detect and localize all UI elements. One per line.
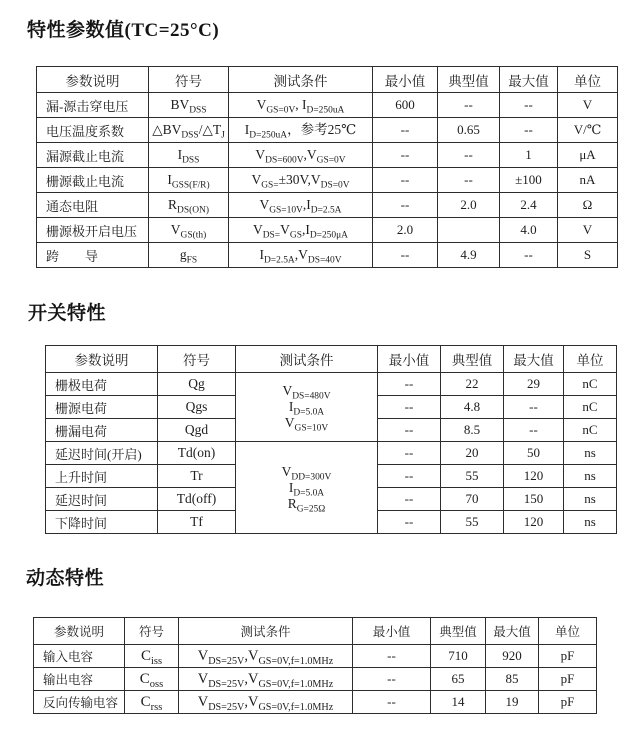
symbol-cell: Qg bbox=[158, 373, 236, 396]
max-cell: 19 bbox=[486, 691, 539, 714]
typ-cell: 22 bbox=[441, 373, 504, 396]
param-cell: 延迟时间 bbox=[46, 488, 158, 511]
unit-cell: pF bbox=[539, 691, 597, 714]
condition-cell bbox=[229, 243, 373, 268]
condition-cell bbox=[229, 218, 373, 243]
symbol-cell: Td(off) bbox=[158, 488, 236, 511]
section-title-characteristic-params: 特性参数值(TC=25°C) bbox=[27, 20, 220, 41]
max-cell: 120 bbox=[504, 511, 564, 534]
param-cell: 下降时间 bbox=[46, 511, 158, 534]
column-header: 单位 bbox=[564, 346, 617, 373]
typ-cell: -- bbox=[438, 93, 500, 118]
column-header: 最大值 bbox=[500, 67, 558, 93]
min-cell: -- bbox=[373, 118, 438, 143]
condition-line: $I_{D=5.0A}$ bbox=[288, 399, 325, 418]
table-row bbox=[46, 442, 617, 465]
max-cell: 50 bbox=[504, 442, 564, 465]
max-cell: -- bbox=[500, 243, 558, 268]
min-cell: -- bbox=[378, 373, 441, 396]
param-cell: 跨 导 bbox=[37, 243, 149, 268]
symbol-cell: Td(on) bbox=[158, 442, 236, 465]
symbol-cell: $g_{FS}$ bbox=[149, 243, 229, 268]
condition-cell bbox=[179, 645, 353, 668]
symbol-cell: $C_{rss}$ bbox=[125, 691, 179, 714]
column-header: 参数说明 bbox=[34, 618, 125, 645]
condition-line: $V_{DS=480V}$ bbox=[282, 383, 331, 402]
min-cell: 600 bbox=[373, 93, 438, 118]
condition-line: $I_{D=2.5A},V_{DS=40V}$ bbox=[259, 247, 342, 266]
max-cell: -- bbox=[500, 118, 558, 143]
max-cell: 29 bbox=[504, 373, 564, 396]
dynamic-characteristics-table bbox=[33, 617, 597, 714]
condition-line: $V_{GS=}\pm 30V,V_{DS=0V}$ bbox=[251, 172, 350, 191]
header-row bbox=[34, 618, 597, 645]
unit-cell: S bbox=[558, 243, 618, 268]
symbol-cell: Qgd bbox=[158, 419, 236, 442]
column-header: 符号 bbox=[149, 67, 229, 93]
unit-cell: nA bbox=[558, 168, 618, 193]
column-header: 单位 bbox=[539, 618, 597, 645]
condition-cell bbox=[179, 668, 353, 691]
param-cell: 栅源电荷 bbox=[46, 396, 158, 419]
condition-cell bbox=[229, 93, 373, 118]
param-cell: 电压温度系数 bbox=[37, 118, 149, 143]
max-cell: 150 bbox=[504, 488, 564, 511]
typ-cell: 70 bbox=[441, 488, 504, 511]
min-cell: -- bbox=[378, 465, 441, 488]
typ-cell: 20 bbox=[441, 442, 504, 465]
max-cell: -- bbox=[504, 419, 564, 442]
typ-cell: 0.65 bbox=[438, 118, 500, 143]
table-row bbox=[37, 218, 618, 243]
table-row bbox=[34, 668, 597, 691]
min-cell: -- bbox=[353, 645, 431, 668]
column-header: 最小值 bbox=[353, 618, 431, 645]
condition-cell bbox=[179, 691, 353, 714]
unit-cell: nC bbox=[564, 396, 617, 419]
condition-line: $V_{GS=10V},I_{D=2.5A}$ bbox=[259, 197, 342, 216]
param-cell: 栅极电荷 bbox=[46, 373, 158, 396]
column-header: 典型值 bbox=[431, 618, 486, 645]
column-header: 最小值 bbox=[373, 67, 438, 93]
symbol-cell: $V_{GS(th)}$ bbox=[149, 218, 229, 243]
column-header: 典型值 bbox=[438, 67, 500, 93]
section-title-dynamic: 动态特性 bbox=[26, 568, 105, 589]
typ-cell bbox=[438, 218, 500, 243]
max-cell: 2.4 bbox=[500, 193, 558, 218]
table-row bbox=[37, 168, 618, 193]
column-header: 最小值 bbox=[378, 346, 441, 373]
table-row bbox=[37, 93, 618, 118]
typ-cell: -- bbox=[438, 168, 500, 193]
symbol-cell: $C_{iss}$ bbox=[125, 645, 179, 668]
param-cell: 上升时间 bbox=[46, 465, 158, 488]
unit-cell: ns bbox=[564, 488, 617, 511]
max-cell: -- bbox=[500, 93, 558, 118]
symbol-cell: $C_{oss}$ bbox=[125, 668, 179, 691]
param-cell: 栅源截止电流 bbox=[37, 168, 149, 193]
param-cell: 漏源截止电流 bbox=[37, 143, 149, 168]
min-cell: -- bbox=[378, 511, 441, 534]
unit-cell: ns bbox=[564, 442, 617, 465]
param-cell: 栅源极开启电压 bbox=[37, 218, 149, 243]
min-cell: -- bbox=[373, 193, 438, 218]
condition-line: $V_{DS=25V},V_{GS=0V,f=1.0MHz}$ bbox=[197, 648, 334, 667]
header-row bbox=[37, 67, 618, 93]
typ-cell: 8.5 bbox=[441, 419, 504, 442]
min-cell: -- bbox=[378, 442, 441, 465]
condition-line: $V_{GS=10V}$ bbox=[284, 415, 329, 434]
column-header: 测试条件 bbox=[236, 346, 378, 373]
section-title-switching: 开关特性 bbox=[28, 303, 107, 324]
min-cell: -- bbox=[378, 419, 441, 442]
switching-characteristics-table bbox=[45, 345, 617, 534]
condition-line: $V_{DD=300V}$ bbox=[281, 463, 332, 483]
column-header: 测试条件 bbox=[179, 618, 353, 645]
characteristic-params-table bbox=[36, 66, 618, 268]
unit-cell: V/℃ bbox=[558, 118, 618, 143]
typ-cell: 4.9 bbox=[438, 243, 500, 268]
typ-cell: 55 bbox=[441, 465, 504, 488]
unit-cell: Ω bbox=[558, 193, 618, 218]
unit-cell: μA bbox=[558, 143, 618, 168]
condition-cell bbox=[229, 118, 373, 143]
unit-cell: pF bbox=[539, 645, 597, 668]
column-header: 单位 bbox=[558, 67, 618, 93]
param-cell: 输出电容 bbox=[34, 668, 125, 691]
max-cell: ±100 bbox=[500, 168, 558, 193]
table-row bbox=[37, 118, 618, 143]
symbol-cell: $R_{DS(ON)}$ bbox=[149, 193, 229, 218]
table-row bbox=[34, 691, 597, 714]
condition-line: $V_{DS=25V},V_{GS=0V,f=1.0MHz}$ bbox=[197, 694, 334, 713]
min-cell: 2.0 bbox=[373, 218, 438, 243]
table-row bbox=[37, 193, 618, 218]
min-cell: -- bbox=[373, 168, 438, 193]
typ-cell: 55 bbox=[441, 511, 504, 534]
column-header: 测试条件 bbox=[229, 67, 373, 93]
table-row bbox=[46, 373, 617, 396]
typ-cell: 14 bbox=[431, 691, 486, 714]
unit-cell: V bbox=[558, 93, 618, 118]
condition-cell bbox=[229, 193, 373, 218]
symbol-cell: Qgs bbox=[158, 396, 236, 419]
condition-cell bbox=[236, 373, 378, 442]
min-cell: -- bbox=[373, 243, 438, 268]
condition-cell bbox=[229, 143, 373, 168]
min-cell: -- bbox=[353, 668, 431, 691]
column-header: 参数说明 bbox=[46, 346, 158, 373]
condition-line: $V_{DS=}V_{GS},I_{D=250\mu A}$ bbox=[252, 222, 348, 241]
table-row bbox=[34, 645, 597, 668]
max-cell: -- bbox=[504, 396, 564, 419]
symbol-cell: $I_{GSS(F/R)}$ bbox=[149, 168, 229, 193]
max-cell: 120 bbox=[504, 465, 564, 488]
param-cell: 通态电阻 bbox=[37, 193, 149, 218]
symbol-cell: $\triangle BV_{DSS}/\triangle T_J$ bbox=[149, 118, 229, 143]
column-header: 最大值 bbox=[504, 346, 564, 373]
condition-line: $V_{GS=0V}$, $I_{D=250uA}$ bbox=[256, 97, 345, 116]
condition-line: $I_{D=250uA}$，参考25℃ bbox=[244, 122, 357, 141]
column-header: 符号 bbox=[125, 618, 179, 645]
unit-cell: ns bbox=[564, 511, 617, 534]
typ-cell: -- bbox=[438, 143, 500, 168]
symbol-cell: Tr bbox=[158, 465, 236, 488]
condition-line: $V_{DS=600V},V_{GS=0V}$ bbox=[255, 147, 346, 166]
max-cell: 1 bbox=[500, 143, 558, 168]
condition-line: $V_{DS=25V},V_{GS=0V,f=1.0MHz}$ bbox=[197, 671, 334, 690]
unit-cell: pF bbox=[539, 668, 597, 691]
param-cell: 栅漏电荷 bbox=[46, 419, 158, 442]
param-cell: 漏-源击穿电压 bbox=[37, 93, 149, 118]
table-row bbox=[37, 143, 618, 168]
max-cell: 920 bbox=[486, 645, 539, 668]
typ-cell: 65 bbox=[431, 668, 486, 691]
symbol-cell: $BV_{DSS}$ bbox=[149, 93, 229, 118]
typ-cell: 2.0 bbox=[438, 193, 500, 218]
param-cell: 输入电容 bbox=[34, 645, 125, 668]
param-cell: 反向传输电容 bbox=[34, 691, 125, 714]
unit-cell: nC bbox=[564, 373, 617, 396]
column-header: 参数说明 bbox=[37, 67, 149, 93]
header-row bbox=[46, 346, 617, 373]
param-cell: 延迟时间(开启) bbox=[46, 442, 158, 465]
table-row bbox=[37, 243, 618, 268]
unit-cell: ns bbox=[564, 465, 617, 488]
column-header: 典型值 bbox=[441, 346, 504, 373]
min-cell: -- bbox=[353, 691, 431, 714]
max-cell: 4.0 bbox=[500, 218, 558, 243]
unit-cell: nC bbox=[564, 419, 617, 442]
min-cell: -- bbox=[373, 143, 438, 168]
min-cell: -- bbox=[378, 488, 441, 511]
condition-line: $R_{G=25\Omega}$ bbox=[287, 495, 326, 515]
typ-cell: 710 bbox=[431, 645, 486, 668]
unit-cell: V bbox=[558, 218, 618, 243]
min-cell: -- bbox=[378, 396, 441, 419]
max-cell: 85 bbox=[486, 668, 539, 691]
condition-line: $I_{D=5.0A}$ bbox=[288, 479, 325, 499]
condition-cell bbox=[229, 168, 373, 193]
symbol-cell: Tf bbox=[158, 511, 236, 534]
symbol-cell: $I_{DSS}$ bbox=[149, 143, 229, 168]
condition-cell bbox=[236, 442, 378, 534]
column-header: 最大值 bbox=[486, 618, 539, 645]
typ-cell: 4.8 bbox=[441, 396, 504, 419]
column-header: 符号 bbox=[158, 346, 236, 373]
